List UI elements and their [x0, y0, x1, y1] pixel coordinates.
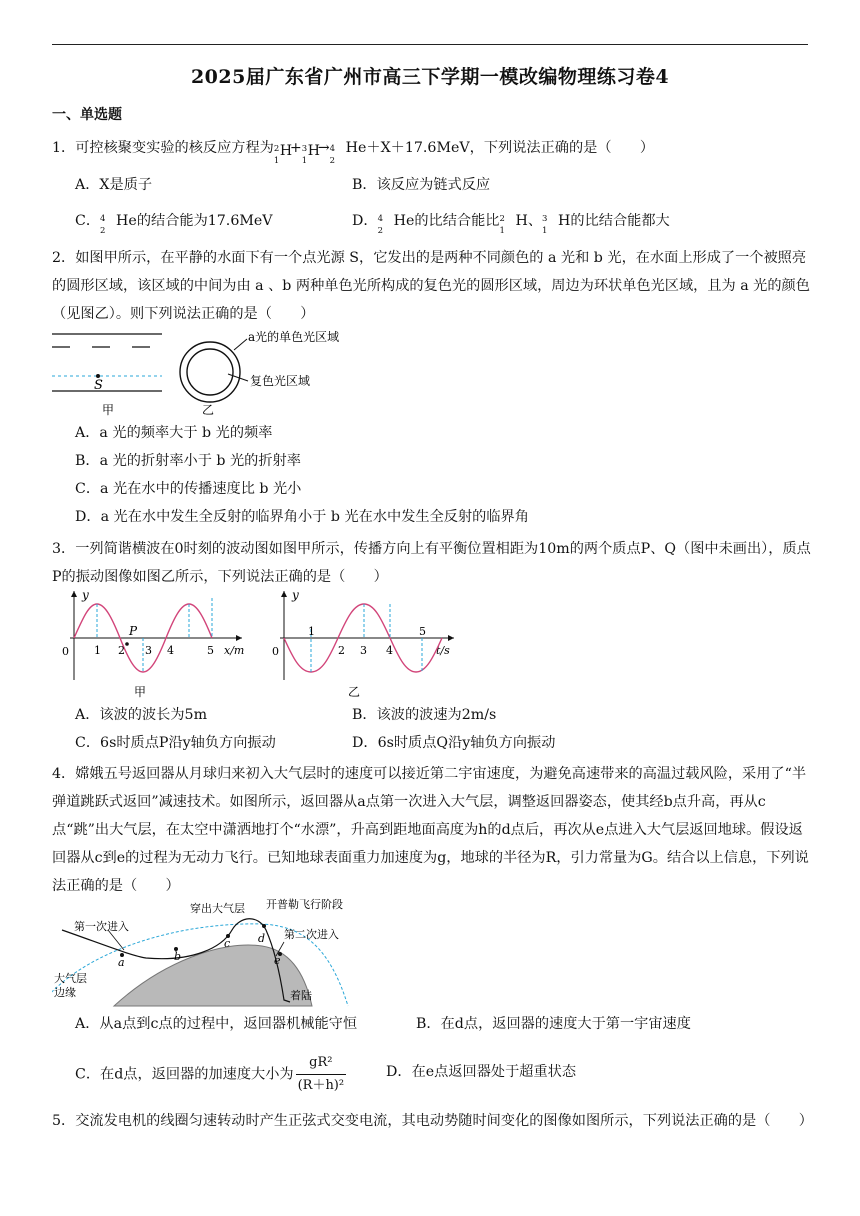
question-3-stem: 3．一列简谐横波在0时刻的波动图如图甲所示，传播方向上有平衡位置相距为10m的两个质点P、Q（图中未画出），质点P的振动图像如图乙所示，下列说法正确的是（ ） [52, 541, 811, 585]
svg-text:边缘: 边缘 [54, 986, 76, 999]
acceleration-fraction: $\frac{\text{gR²}}{\text{(R＋h)²}}$ [296, 1052, 347, 1097]
q3-option-d[interactable]: D．6s时质点Q沿y轴负方向振动 [352, 735, 556, 751]
inner-circle [187, 349, 233, 395]
svg-text:c: c [224, 937, 231, 950]
q3-option-c[interactable]: C．6s时质点P沿y轴负方向振动 [75, 735, 276, 751]
svg-text:4: 4 [167, 644, 174, 657]
question-5-stem: 5．交流发电机的线圈匀速转动时产生正弦式交变电流，其电动势随时间变化的图像如图所示，下列说法正确的是（ ） [52, 1113, 813, 1129]
label-center: 复色光区域 [250, 374, 311, 388]
svg-text:甲: 甲 [134, 685, 147, 699]
svg-text:第一次进入: 第一次进入 [74, 920, 129, 933]
q4-figure [52, 892, 372, 1010]
svg-text:y: y [292, 588, 299, 602]
svg-text:x/m: x/m [224, 644, 245, 657]
svg-text:0: 0 [62, 645, 69, 658]
header-rule [52, 44, 808, 45]
svg-text:4: 4 [386, 644, 393, 657]
label-jia: 甲 [102, 403, 115, 417]
label-yi: 乙 [202, 403, 215, 417]
earth-surface [114, 945, 312, 1006]
q4-option-b[interactable]: B．在d点，返回器的速度大于第一宇宙速度 [416, 1016, 691, 1032]
svg-text:1: 1 [308, 625, 315, 638]
q4-option-a[interactable]: A．从a点到c点的过程中，返回器机械能守恒 [75, 1016, 358, 1032]
q2-option-b[interactable]: B．a 光的折射率小于 b 光的折射率 [75, 453, 301, 469]
svg-text:1: 1 [94, 644, 101, 657]
svg-text:2: 2 [338, 644, 345, 657]
svg-text:e: e [274, 954, 281, 967]
svg-text:乙: 乙 [348, 685, 361, 699]
q1-option-a[interactable]: A．X是质子 [75, 177, 153, 193]
svg-text:5: 5 [419, 625, 426, 638]
q3-option-a[interactable]: A．该波的波长为5m [75, 707, 208, 723]
page-title: 2025届广东省广州市高三下学期一模改编物理练习卷4 [190, 66, 670, 88]
svg-text:开普勒飞行阶段: 开普勒飞行阶段 [266, 898, 343, 911]
q3-figure-jia [52, 588, 252, 700]
svg-text:穿出大气层: 穿出大气层 [190, 902, 245, 915]
q3-option-b[interactable]: B．该波的波速为2m/s [352, 707, 497, 723]
svg-text:0: 0 [272, 645, 279, 658]
svg-text:a: a [118, 956, 125, 969]
q1-option-d[interactable]: D． 4 2 He的比结合能比 2 1 H、 3 1 H的比结合能都大 [352, 213, 670, 236]
q4-option-c[interactable]: C．在d点，返回器的加速度大小为 $\frac{\text{gR²}}{\text{(R＋h)²}}$ [75, 1052, 348, 1097]
svg-text:5: 5 [207, 644, 214, 657]
q4-option-d[interactable]: D．在e点返回器处于超重状态 [386, 1064, 577, 1080]
label-ring: a光的单色光区域 [248, 330, 340, 344]
label-s: S [94, 378, 103, 393]
q2-option-c[interactable]: C．a 光在水中的传播速度比 b 光小 [75, 481, 302, 497]
svg-text:大气层: 大气层 [54, 972, 87, 985]
svg-text:3: 3 [145, 644, 152, 657]
q1-option-c[interactable]: C． 4 2 He的结合能为17.6MeV [75, 213, 273, 236]
question-2-stem: 2．如图甲所示，在平静的水面下有一个点光源 S，它发出的是两种不同颜色的 a 光和 b 光，在水面上形成了一个被照亮的圆形区域，该区域的中间为由 a 、b 两种单色光所构成的复色光的圆形区域，周边为环状单色光区域，且为 a 光的颜色（见图乙）。则下列说法正确的是（ ） [52, 250, 810, 322]
outer-circle [180, 342, 240, 402]
svg-text:第二次进入: 第二次进入 [284, 928, 339, 941]
svg-text:d: d [258, 932, 266, 945]
q2-option-d[interactable]: D．a 光在水中发生全反射的临界角小于 b 光在水中发生全反射的临界角 [75, 509, 529, 525]
svg-text:P: P [129, 624, 138, 638]
q2-option-a[interactable]: A．a 光的频率大于 b 光的频率 [75, 425, 273, 441]
svg-text:y: y [82, 588, 89, 602]
svg-text:t/s: t/s [436, 644, 450, 657]
question-4-stem: 4．嫦娥五号返回器从月球归来初入大气层时的速度可以接近第二宇宙速度，为避免高速带来的高温过载风险，采用了“半弹道跳跃式返回”减速技术。如图所示，返回器从a点第一次进入大气层，调整返回器姿态，使其经b点升高，再从c点“跳”出大气层，在太空中潇洒地打个“水漂”，升高到距地面高度为h的d点后，再次从e点进入大气层返回地球。假设返回器从c到e的过程为无动力飞行。已知地球表面重力加速度为g，地球的半径为R，引力常量为G。结合以上信息，下列说法正确的是（ ） [52, 766, 809, 894]
question-1-stem: 1．可控核聚变实验的核反应方程为 2 1 H + 3 1 H → 4 2 He＋X＋17.6MeV，下列说法正确的是（ ） [52, 140, 655, 166]
q2-figure [52, 326, 372, 420]
q3-figure-yi [262, 588, 462, 700]
svg-text:着陆: 着陆 [290, 989, 312, 1002]
section-heading: 一、单选题 [52, 107, 122, 123]
svg-text:2: 2 [118, 644, 125, 657]
svg-text:b: b [174, 950, 182, 963]
svg-text:3: 3 [360, 644, 367, 657]
q1-option-b[interactable]: B．该反应为链式反应 [352, 177, 491, 193]
